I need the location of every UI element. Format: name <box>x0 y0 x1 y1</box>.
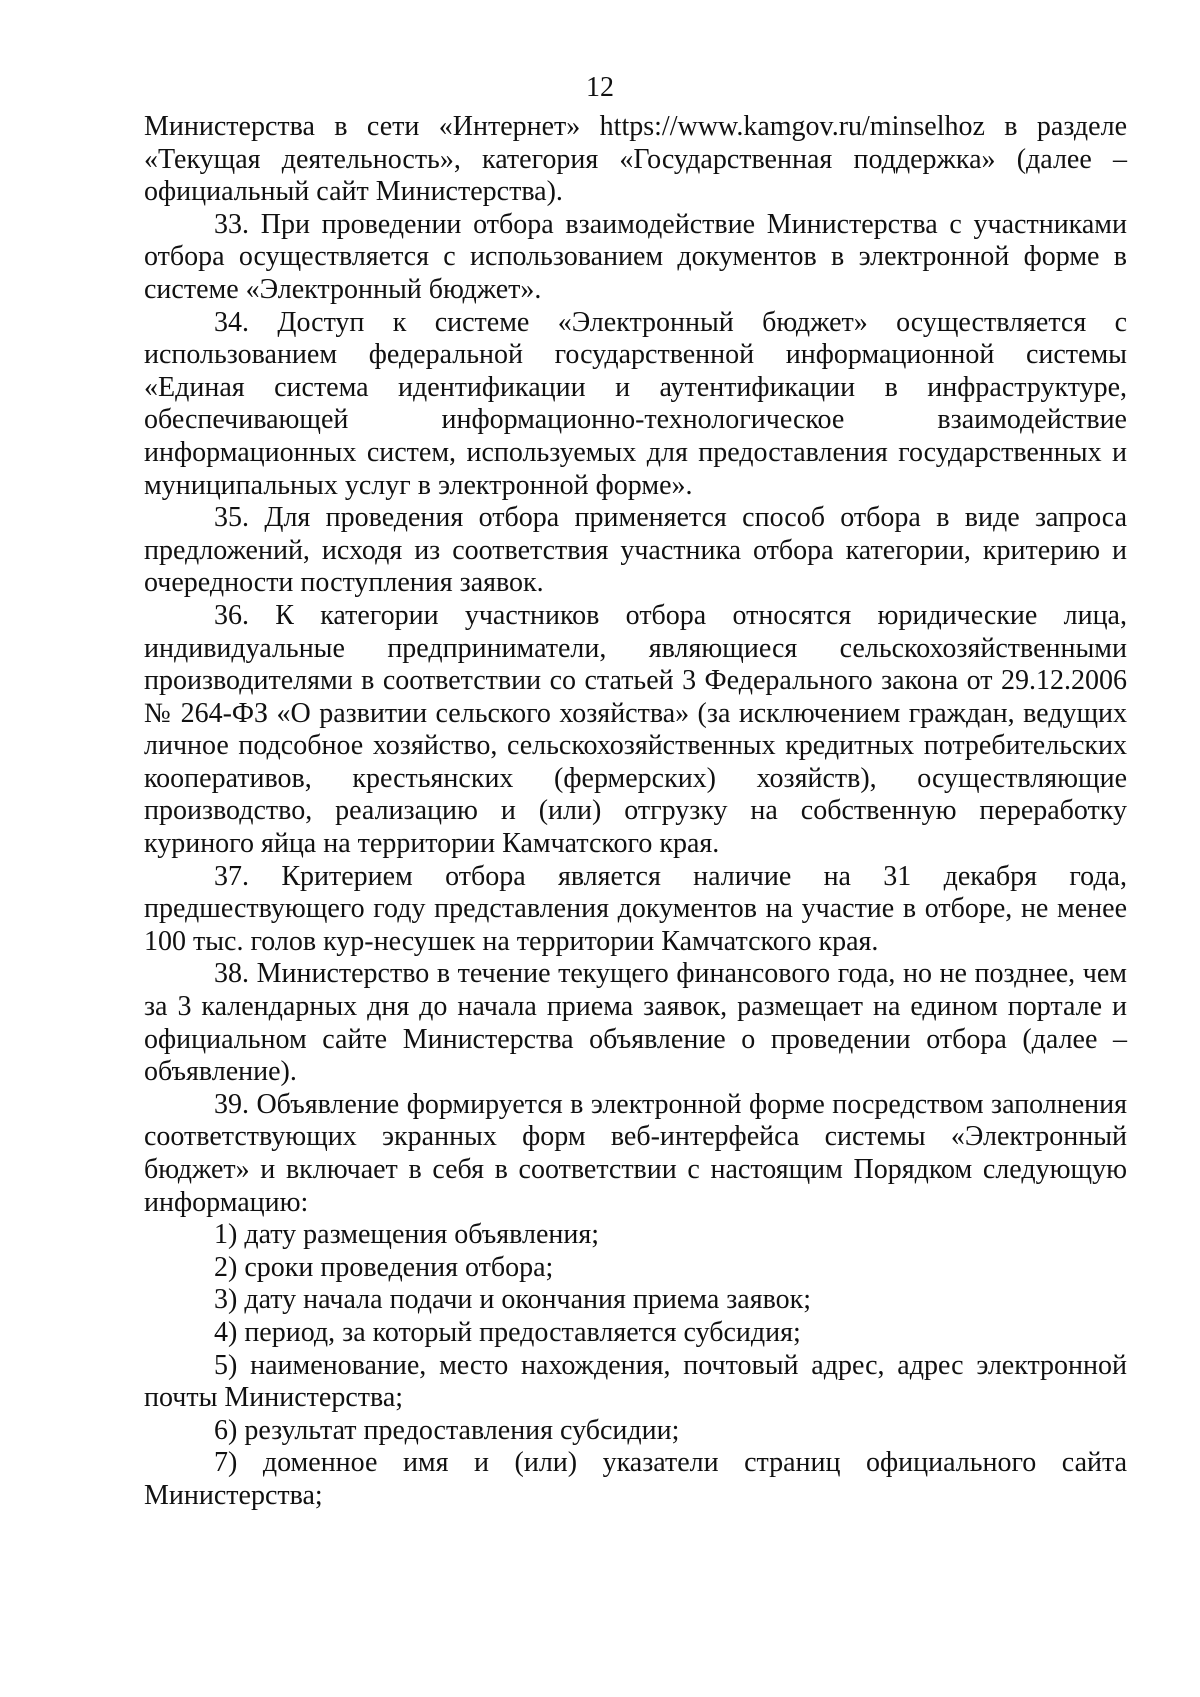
list-item-2: 2) сроки проведения отбора; <box>214 1251 554 1283</box>
paragraph-37: 37. Критерием отбора является наличие на 31 декабря года, предшествующего году представления документов на участие в отборе, не менее 100 тыс. голов кур-несушек на территории Камчатского края. <box>144 860 1127 957</box>
list-item-3: 3) дату начала подачи и окончания приема заявок; <box>214 1284 812 1316</box>
list-item-1: 1) дату размещения объявления; <box>214 1219 599 1251</box>
list-item-4: 4) период, за который предоставляется субсидия; <box>214 1316 801 1348</box>
paragraph-continuation: Министерства в сети «Интернет» https://www.kamgov.ru/minselhoz в разделе «Текущая деятельность», категория «Государственная поддержка» (далее – официальный сайт Министерства). <box>144 111 1127 208</box>
paragraph-34: 34. Доступ к системе «Электронный бюджет» осуществляется с использованием федеральной государственной информационной системы «Единая система идентификации и аутентификации в инфраструктуре, обеспечивающей информационно-технологическое взаимодействие информационных систем, используемых для предоставления государственных и муниципальных услуг в электронной форме». <box>144 306 1127 501</box>
paragraph-33: 33. При проведении отбора взаимодействие Министерства с участниками отбора осуществляется с использованием документов в электронной форме в системе «Электронный бюджет». <box>144 208 1127 305</box>
list-item-5: 5) наименование, место нахождения, почтовый адрес, адрес электронной почты Министерства; <box>144 1349 1127 1414</box>
paragraph-35: 35. Для проведения отбора применяется способ отбора в виде запроса предложений, исходя из соответствия участника отбора категории, критерию и очередности поступления заявок. <box>144 502 1127 599</box>
document-body <box>144 111 1127 1513</box>
list-item-7: 7) доменное имя и (или) указатели страниц официального сайта Министерства; <box>144 1447 1127 1511</box>
list-item-6: 6) результат предоставления субсидии; <box>214 1414 680 1446</box>
paragraph-38: 38. Министерство в течение текущего финансового года, но не позднее, чем за 3 календарных дня до начала приема заявок, размещает на едином портале и официальном сайте Министерства объявление о проведении отбора (далее – объявление). <box>144 958 1127 1088</box>
paragraph-39: 39. Объявление формируется в электронной форме посредством заполнения соответствующих экранных форм веб-интерфейса системы «Электронный бюджет» и включает в себя в соответствии с настоящим Порядком следующую информацию: <box>144 1088 1127 1218</box>
page-number: 12 <box>586 72 614 103</box>
paragraph-36: 36. К категории участников отбора относятся юридические лица, индивидуальные предприниматели, являющиеся сельскохозяйственными производителями в соответствии со статьей 3 Федерального закона от 29.12.2006 № 264-ФЗ «О развитии сельского хозяйства» (за исключением граждан, ведущих личное подсобное хозяйство, сельскохозяйственных кредитных потребительских кооперативов, крестьянских (фермерских) хозяйств), осуществляющие производство, реализацию и (или) отгрузку на собственную переработку куриного яйца на территории Камчатского края. <box>144 599 1127 860</box>
